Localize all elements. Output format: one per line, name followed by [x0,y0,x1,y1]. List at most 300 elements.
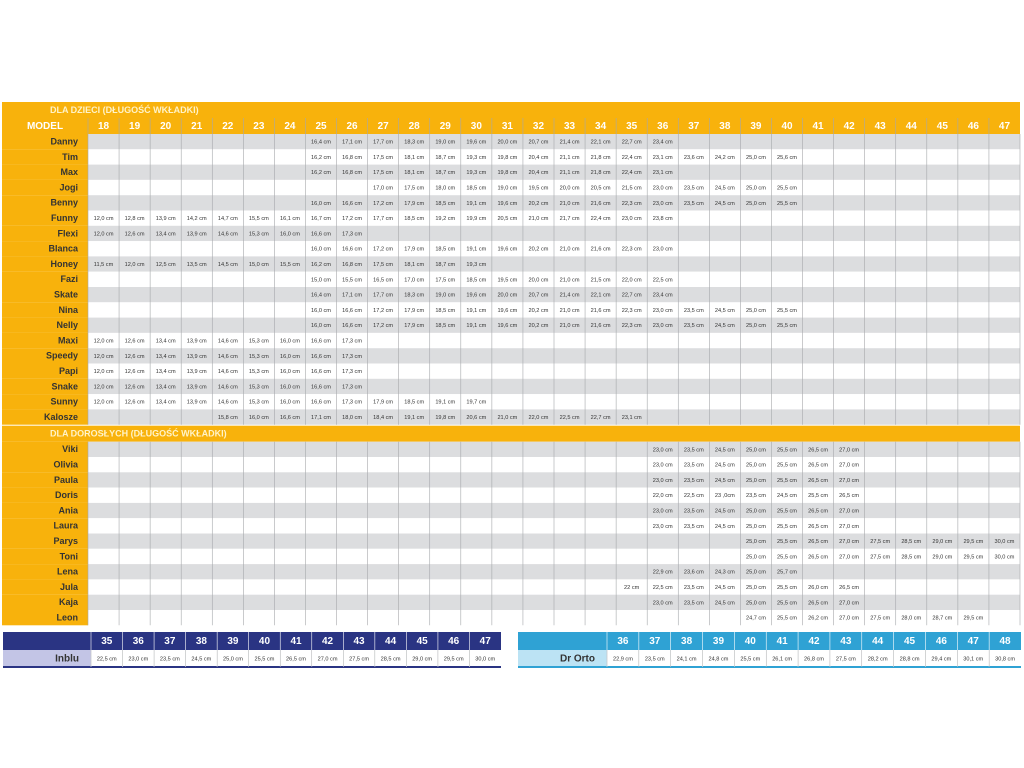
size-cell: 24,5 cm [714,200,735,207]
model-name: Speedy [45,350,78,361]
size-cell: 19,6 cm [466,139,487,146]
size-cell: 27,0 cm [839,554,860,561]
size-cell: 13,9 cm [186,384,207,391]
size-cell: 22,0 cm [528,415,549,422]
size-cell: 19,8 cm [497,170,518,177]
size-cell: 15,3 cm [248,384,269,391]
drorto-size: 46 [935,636,947,648]
size-header: 25 [315,121,327,133]
model-name: Tim [62,151,78,162]
drorto-size: 47 [967,636,979,648]
size-cell: 21,4 cm [559,139,580,146]
size-cell: 22 cm [624,585,640,592]
size-cell: 21,1 cm [559,154,580,161]
inblu-value: 28,5 cm [380,656,401,663]
size-cell: 29,5 cm [963,615,984,622]
size-cell: 15,3 cm [248,399,269,406]
size-cell: 27,0 cm [839,508,860,515]
size-cell: 12,6 cm [124,231,145,238]
size-header: 30 [470,121,482,133]
size-cell: 26,5 cm [839,585,860,592]
inblu-size: 39 [227,636,239,648]
size-cell: 18,7 cm [435,154,456,161]
size-cell: 17,7 cm [373,216,394,223]
inblu-value: 23,5 cm [159,656,180,663]
inblu-size: 41 [290,636,302,648]
size-cell: 23 ,0cm [714,493,735,500]
size-cell: 19,3 cm [466,170,487,177]
size-cell: 11,5 cm [93,262,114,269]
size-cell: 19,1 cm [466,323,487,330]
drorto-size: 45 [903,636,916,648]
size-cell: 17,0 cm [373,185,394,192]
section-title-kids: DLA DZIECI (DŁUGOŚĆ WKŁADKI) [50,104,199,115]
size-cell: 25,7 cm [777,569,797,576]
size-cell: 13,4 cm [155,384,176,391]
inblu-value: 29,5 cm [443,656,464,663]
model-name: Lena [56,566,78,577]
size-cell: 27,0 cm [839,477,860,484]
size-cell: 17,3 cm [342,231,363,238]
size-cell: 23,0 cm [621,216,642,223]
inblu-label: Inblu [55,653,79,665]
size-cell: 15,8 cm [217,415,238,422]
size-cell: 16,0 cm [279,338,300,345]
size-cell: 12,0 cm [93,216,114,223]
size-cell: 16,4 cm [311,292,331,299]
size-cell: 21,8 cm [590,170,611,177]
size-cell: 18,5 cm [435,200,456,207]
size-cell: 21,0 cm [559,323,580,330]
size-cell: 13,4 cm [155,399,176,406]
size-cell: 22,0 cm [621,277,642,284]
size-cell: 26,0 cm [808,585,829,592]
size-cell: 20,6 cm [466,415,487,422]
size-cell: 25,0 cm [745,185,766,192]
size-cell: 16,0 cm [311,323,331,330]
size-cell: 20,2 cm [528,246,549,253]
size-cell: 15,3 cm [248,338,269,345]
size-cell: 18,5 cm [435,323,456,330]
size-cell: 27,0 cm [839,447,860,454]
size-cell: 15,5 cm [279,262,300,269]
size-cell: 21,5 cm [590,277,611,284]
size-cell: 15,3 cm [248,231,269,238]
size-cell: 25,0 cm [745,154,766,161]
size-cell: 12,6 cm [124,384,145,391]
size-cell: 25,5 cm [777,508,797,515]
model-name: Jula [59,581,78,592]
size-header: 27 [377,121,389,133]
size-cell: 23,0 cm [652,477,673,484]
size-cell: 25,5 cm [777,447,797,454]
size-cell: 16,6 cm [342,246,363,253]
size-cell: 17,1 cm [311,415,331,422]
size-cell: 18,5 cm [466,277,487,284]
size-cell: 18,7 cm [435,170,456,177]
size-cell: 25,0 cm [745,585,766,592]
size-header: 33 [563,121,576,133]
size-cell: 16,0 cm [279,384,300,391]
size-cell: 25,5 cm [777,200,797,207]
size-cell: 19,9 cm [466,216,487,223]
drorto-size: 42 [808,636,820,648]
size-cell: 25,0 cm [745,600,766,607]
size-cell: 26,5 cm [808,539,829,546]
size-cell: 20,7 cm [528,292,549,299]
drorto-value: 26,1 cm [772,656,793,663]
size-cell: 17,5 cm [435,277,456,284]
size-cell: 15,3 cm [248,369,269,376]
model-name: Maxi [57,335,78,346]
model-name: Flexi [57,228,78,239]
size-cell: 21,6 cm [590,200,611,207]
drorto-size: 38 [681,636,693,648]
size-cell: 20,7 cm [528,139,549,146]
size-cell: 20,4 cm [528,170,549,177]
model-name: Viki [62,444,78,455]
size-cell: 17,3 cm [342,353,363,360]
size-cell: 24,5 cm [714,185,735,192]
size-cell: 28,5 cm [901,539,922,546]
size-cell: 25,5 cm [777,600,797,607]
size-cell: 15,0 cm [248,262,269,269]
inblu-size: 40 [258,636,271,648]
size-header: 19 [129,121,141,133]
size-cell: 20,0 cm [497,292,518,299]
size-cell: 25,0 cm [745,523,766,530]
drorto-value: 30,8 cm [995,656,1016,663]
size-cell: 23,5 cm [683,185,704,192]
size-header: 23 [253,121,265,133]
size-cell: 16,6 cm [311,369,331,376]
inblu-value: 27,0 cm [317,656,338,663]
size-cell: 23,5 cm [683,477,704,484]
size-cell: 18,0 cm [342,415,363,422]
size-cell: 16,0 cm [248,415,269,422]
size-cell: 26,2 cm [808,615,829,622]
size-cell: 25,5 cm [777,523,797,530]
size-header: 24 [284,121,296,133]
size-cell: 18,0 cm [435,185,456,192]
drorto-value: 26,8 cm [804,656,824,663]
size-cell: 21,0 cm [559,246,580,253]
size-cell: 24,5 cm [777,493,797,500]
size-cell: 20,4 cm [528,154,549,161]
size-cell: 19,3 cm [466,154,487,161]
size-cell: 19,7 cm [466,399,487,406]
inblu-size: 38 [195,636,207,648]
size-cell: 22,5 cm [683,493,704,500]
size-cell: 16,8 cm [342,170,363,177]
size-cell: 25,0 cm [745,307,766,314]
model-name: Honey [50,258,78,269]
model-name: Kaja [58,597,78,608]
size-header: 21 [191,121,203,133]
size-cell: 16,1 cm [279,216,300,223]
drorto-value: 25,5 cm [740,656,761,663]
size-cell: 16,8 cm [342,262,363,269]
size-cell: 21,7 cm [559,216,580,223]
size-cell: 15,5 cm [342,277,363,284]
size-cell: 22,7 cm [590,415,611,422]
size-cell: 14,6 cm [217,338,238,345]
size-cell: 17,5 cm [373,262,394,269]
inblu-size: 47 [479,636,491,648]
size-cell: 18,1 cm [404,154,425,161]
size-cell: 22,4 cm [621,170,642,177]
model-label: MODEL [26,121,64,133]
model-name: Funny [51,213,78,224]
size-header: 26 [346,121,358,133]
size-cell: 22,3 cm [621,307,642,314]
size-cell: 12,8 cm [124,216,145,223]
size-cell: 14,7 cm [217,216,238,223]
size-cell: 23,5 cm [683,508,704,515]
size-cell: 13,4 cm [155,338,176,345]
size-cell: 16,0 cm [279,399,300,406]
size-cell: 19,1 cm [466,307,487,314]
inblu-value: 30,0 cm [475,656,496,663]
size-cell: 27,0 cm [839,600,860,607]
size-cell: 25,0 cm [745,554,766,561]
size-cell: 13,9 cm [186,338,207,345]
size-cell: 13,4 cm [155,353,176,360]
size-cell: 20,0 cm [528,277,549,284]
size-cell: 26,5 cm [839,493,860,500]
size-cell: 16,0 cm [279,353,300,360]
size-cell: 12,6 cm [124,353,145,360]
size-cell: 26,5 cm [808,508,829,515]
size-cell: 16,6 cm [342,200,363,207]
size-cell: 12,0 cm [93,231,114,238]
size-cell: 23,4 cm [652,139,673,146]
size-cell: 21,6 cm [590,323,611,330]
size-cell: 23,5 cm [745,493,766,500]
drorto-size: 40 [744,636,756,648]
size-cell: 20,5 cm [590,185,611,192]
size-cell: 27,0 cm [839,462,860,469]
model-name: Laura [53,520,78,531]
size-cell: 24,5 cm [714,307,735,314]
size-header: 47 [998,121,1011,133]
size-cell: 25,0 cm [745,200,766,207]
size-cell: 25,5 cm [777,462,797,469]
size-cell: 23,6 cm [683,154,704,161]
drorto-size: 36 [617,636,629,648]
size-cell: 22,0 cm [652,493,673,500]
size-cell: 17,2 cm [342,216,363,223]
model-name: Nelly [56,320,78,331]
size-cell: 13,9 cm [186,399,207,406]
size-cell: 16,0 cm [279,369,300,376]
size-cell: 16,6 cm [342,307,363,314]
size-cell: 12,6 cm [124,399,145,406]
size-cell: 14,5 cm [217,262,238,269]
size-cell: 21,0 cm [559,200,580,207]
size-cell: 27,0 cm [839,523,860,530]
model-name: Skate [53,289,78,300]
size-cell: 24,3 cm [714,569,735,576]
size-cell: 28,5 cm [901,554,922,561]
inblu-size: 43 [353,636,365,648]
size-header: 20 [160,121,172,133]
size-header: 39 [750,121,762,133]
size-cell: 17,1 cm [342,139,363,146]
size-header: 37 [688,121,700,133]
size-cell: 22,9 cm [652,569,673,576]
size-cell: 28,7 cm [932,615,953,622]
drorto-size: 48 [999,636,1011,648]
size-cell: 17,3 cm [342,369,363,376]
size-header: 34 [595,121,607,133]
size-cell: 24,5 cm [714,323,735,330]
size-cell: 19,0 cm [497,185,518,192]
size-cell: 29,5 cm [963,554,984,561]
size-header: 38 [719,121,731,133]
size-cell: 25,5 cm [777,615,797,622]
size-cell: 18,3 cm [404,292,425,299]
size-cell: 14,6 cm [217,353,238,360]
inblu-value: 25,5 cm [254,656,275,663]
size-cell: 18,1 cm [404,262,425,269]
drorto-value: 27,5 cm [835,656,856,663]
size-cell: 23,0 cm [652,508,673,515]
size-cell: 27,5 cm [870,554,891,561]
size-cell: 21,5 cm [621,185,642,192]
size-cell: 16,6 cm [311,353,331,360]
size-cell: 25,5 cm [777,554,797,561]
size-cell: 25,5 cm [777,307,797,314]
size-header: 41 [812,121,824,133]
size-cell: 25,6 cm [777,154,797,161]
size-cell: 19,1 cm [435,399,456,406]
inblu-size: 45 [416,636,428,648]
size-cell: 20,2 cm [528,323,549,330]
size-cell: 23,0 cm [652,200,673,207]
model-name: Benny [50,197,78,208]
model-name: Danny [50,136,78,147]
inblu-size: 37 [164,636,176,648]
size-cell: 12,0 cm [93,369,114,376]
inblu-value: 22,5 cm [96,656,117,663]
size-cell: 13,9 cm [155,216,176,223]
size-cell: 23,1 cm [621,415,642,422]
size-header: 46 [967,121,979,133]
size-cell: 14,6 cm [217,369,238,376]
size-cell: 17,3 cm [342,399,363,406]
size-cell: 16,6 cm [279,415,300,422]
drorto-value: 28,8 cm [899,656,920,663]
size-cell: 23,1 cm [652,154,673,161]
size-cell: 14,6 cm [217,231,238,238]
size-header: 43 [874,121,886,133]
size-cell: 24,5 cm [714,523,735,530]
size-header: 32 [532,121,545,133]
size-cell: 17,0 cm [404,277,425,284]
model-name: Blanca [48,243,78,254]
size-cell: 23,8 cm [652,216,673,223]
size-cell: 18,3 cm [404,139,425,146]
size-cell: 12,5 cm [155,262,176,269]
size-cell: 22,1 cm [590,292,611,299]
size-cell: 19,2 cm [435,216,456,223]
size-cell: 17,5 cm [373,170,394,177]
size-header: 44 [905,121,917,133]
size-cell: 21,0 cm [497,415,518,422]
size-cell: 25,0 cm [745,323,766,330]
size-cell: 17,1 cm [342,292,363,299]
size-header: 36 [657,121,669,133]
size-cell: 17,7 cm [373,139,394,146]
model-name: Parys [53,536,78,547]
size-cell: 27,5 cm [870,539,891,546]
size-cell: 17,9 cm [404,200,425,207]
size-cell: 23,5 cm [683,447,704,454]
size-cell: 12,0 cm [93,384,114,391]
size-cell: 30,0 cm [994,539,1015,546]
size-cell: 19,1 cm [466,246,487,253]
size-cell: 13,9 cm [186,353,207,360]
drorto-size: 44 [872,636,884,648]
size-cell: 22,4 cm [621,154,642,161]
size-cell: 22,3 cm [621,246,642,253]
size-cell: 17,7 cm [373,292,394,299]
size-cell: 23,0 cm [652,462,673,469]
size-cell: 19,6 cm [466,292,487,299]
model-name: Olivia [53,459,78,470]
size-cell: 15,0 cm [311,277,331,284]
size-cell: 16,4 cm [311,139,331,146]
drorto-value: 22,9 cm [612,656,633,663]
size-cell: 12,0 cm [93,399,114,406]
size-cell: 24,5 cm [714,447,735,454]
model-name: Max [60,167,78,178]
size-cell: 20,0 cm [497,139,518,146]
size-cell: 24,2 cm [714,154,735,161]
size-cell: 18,7 cm [435,262,456,269]
size-cell: 16,0 cm [279,231,300,238]
size-cell: 21,6 cm [590,307,611,314]
size-cell: 27,5 cm [870,615,891,622]
size-cell: 21,4 cm [559,292,580,299]
model-name: Fazi [60,274,78,285]
size-cell: 29,5 cm [963,539,984,546]
size-cell: 24,7 cm [745,615,766,622]
size-cell: 16,2 cm [311,170,331,177]
size-cell: 15,5 cm [248,216,269,223]
model-name: Leon [56,612,78,623]
size-cell: 18,5 cm [466,185,487,192]
inblu-size: 42 [321,636,334,648]
size-cell: 19,6 cm [497,246,518,253]
drorto-size: 39 [712,636,725,648]
size-cell: 19,0 cm [435,292,456,299]
model-name: Nina [58,304,78,315]
size-cell: 21,6 cm [590,246,611,253]
size-cell: 22,7 cm [621,292,642,299]
size-cell: 25,0 cm [745,569,766,576]
model-name: Jogi [59,182,78,193]
size-cell: 19,6 cm [497,307,518,314]
size-cell: 23,5 cm [683,462,704,469]
size-header: 42 [843,121,855,133]
inblu-value: 26,5 cm [286,656,306,663]
size-cell: 27,0 cm [839,615,860,622]
inblu-value: 29,0 cm [412,656,433,663]
model-name: Sunny [50,396,78,407]
size-cell: 19,3 cm [466,262,487,269]
